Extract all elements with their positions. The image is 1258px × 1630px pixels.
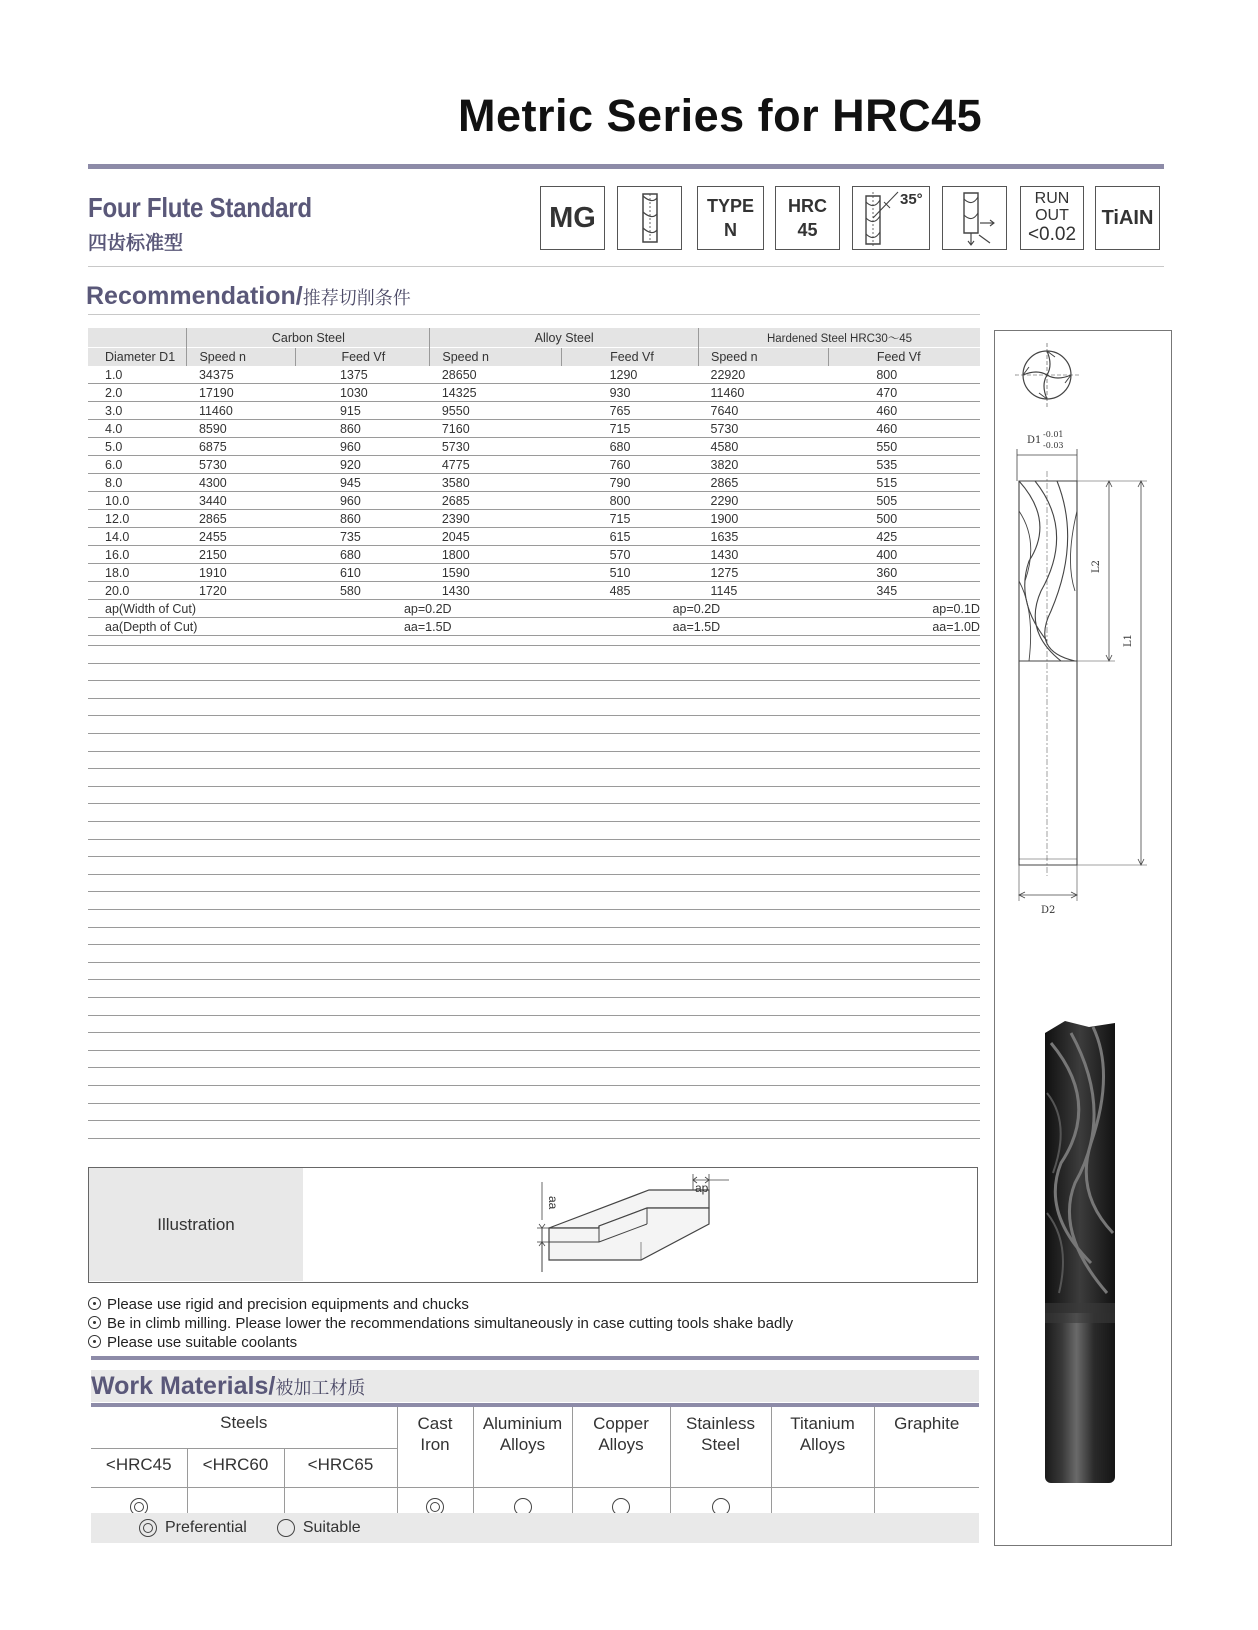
recommendation-heading [86, 282, 411, 311]
speed-cell: 2865 [187, 510, 296, 528]
ruled-line [88, 1138, 980, 1139]
wm-header-row [91, 1407, 979, 1449]
legend-preferential-label: Preferential [165, 1519, 247, 1536]
l1-label: L1 [1123, 633, 1134, 647]
preferential-icon [139, 1519, 157, 1537]
speed-cell: 3580 [430, 474, 562, 492]
ruled-line [88, 768, 980, 769]
feed-cell: 680 [296, 546, 430, 564]
stainless-line1: Stainless [686, 1414, 755, 1433]
end-mill-icon-badge [617, 186, 682, 250]
diameter-cell: 4.0 [88, 420, 187, 438]
ruled-line [88, 1015, 980, 1016]
feed-cell: 570 [562, 546, 699, 564]
copper-line1: Copper [593, 1414, 649, 1433]
speed-cell: 7160 [430, 420, 562, 438]
helix-angle-value: 35° [900, 191, 923, 208]
diameter-cell: 5.0 [88, 438, 187, 456]
feed-cell: 945 [296, 474, 430, 492]
feed-cell: 425 [828, 528, 980, 546]
speed-cell: 2865 [699, 474, 829, 492]
speed-cell: 11460 [699, 384, 829, 402]
ruled-line [88, 891, 980, 892]
recommendation-table [88, 328, 980, 636]
speed-cell: 1590 [430, 564, 562, 582]
aa-label: aa [546, 1196, 560, 1210]
feed-cell: 960 [296, 492, 430, 510]
center-cut-icon [946, 189, 1004, 247]
table-row [88, 528, 980, 546]
table-column-header-row [88, 348, 980, 367]
feed-cell: 800 [828, 366, 980, 384]
runout-badge-top: RUN [1034, 190, 1070, 207]
series-subtitle: 四齿标准型 [88, 232, 184, 254]
steel-hrc60-header: <HRC60 [187, 1449, 284, 1488]
table-row [88, 456, 980, 474]
cross-section-view [1015, 343, 1079, 407]
feed-cell: 460 [828, 402, 980, 420]
d1-tolerance-upper: -0.01 [1043, 430, 1064, 439]
feed-cell: 360 [828, 564, 980, 582]
col-header-speed: Speed n [187, 348, 296, 367]
speed-cell: 4775 [430, 456, 562, 474]
ap-value-cell: ap=0.1D [828, 600, 980, 618]
table-row [88, 474, 980, 492]
feed-cell: 470 [828, 384, 980, 402]
speed-cell: 5730 [699, 420, 829, 438]
d1-label: D1 [1027, 435, 1042, 446]
steels-header: Steels [220, 1413, 268, 1432]
speed-cell: 2045 [430, 528, 562, 546]
recommendation-heading-cn: 推荐切削条件 [302, 288, 411, 309]
ruled-line [88, 698, 980, 699]
speed-cell: 1430 [430, 582, 562, 600]
ruled-line [88, 786, 980, 787]
ruled-line [88, 979, 980, 980]
feed-cell: 715 [562, 420, 699, 438]
ruled-line [88, 1103, 980, 1104]
feed-cell: 860 [296, 420, 430, 438]
d1-tolerance-lower: -0.03 [1043, 441, 1064, 450]
table-row [88, 420, 980, 438]
note-rigid-equipment [88, 1296, 469, 1313]
group-header-carbon: Carbon Steel [187, 328, 430, 348]
helix-angle-badge [852, 186, 930, 250]
feed-cell: 500 [828, 510, 980, 528]
diameter-cell: 20.0 [88, 582, 187, 600]
table-row [88, 438, 980, 456]
ruled-line [88, 962, 980, 963]
note-text: Please use rigid and precision equipments and chucks [107, 1296, 469, 1313]
feed-cell: 580 [296, 582, 430, 600]
speed-cell: 6875 [187, 438, 296, 456]
speed-cell: 8590 [187, 420, 296, 438]
feed-cell: 680 [562, 438, 699, 456]
col-header-feed: Feed Vf [296, 348, 430, 367]
bullet-icon [88, 1316, 101, 1329]
type-badge [697, 186, 764, 250]
hrc-badge [775, 186, 840, 250]
ruled-line [88, 680, 980, 681]
aa-value-cell: aa=1.5D [562, 618, 829, 636]
suitability-legend [91, 1513, 979, 1543]
speed-cell: 1900 [699, 510, 829, 528]
ruled-line [88, 874, 980, 875]
coating-badge [1095, 186, 1160, 250]
speed-cell: 1910 [187, 564, 296, 582]
speed-cell: 1145 [699, 582, 829, 600]
col-header-speed: Speed n [699, 348, 829, 367]
legend-suitable [277, 1519, 361, 1537]
table-row [88, 564, 980, 582]
col-header-diameter: Diameter D1 [88, 348, 187, 367]
type-badge-bottom: N [724, 220, 737, 240]
center-cut-badge [942, 186, 1007, 250]
speed-cell: 28650 [430, 366, 562, 384]
ruled-line [88, 1067, 980, 1068]
speed-cell: 2455 [187, 528, 296, 546]
table-group-header-row [88, 328, 980, 348]
ruled-line [88, 1085, 980, 1086]
ruled-line [88, 909, 980, 910]
speed-cell: 1720 [187, 582, 296, 600]
work-materials-heading [91, 1372, 365, 1401]
ruled-line [88, 1050, 980, 1051]
legend-preferential [139, 1519, 247, 1537]
badge-mg-text: MG [549, 201, 596, 234]
table-row [88, 384, 980, 402]
end-mill-product-render [1031, 1013, 1131, 1513]
work-materials-table [91, 1407, 979, 1525]
ruled-line [88, 663, 980, 664]
end-mill-technical-drawing [995, 331, 1171, 931]
speed-cell: 11460 [187, 402, 296, 420]
cast-iron-line1: Cast [417, 1414, 453, 1433]
feed-cell: 505 [828, 492, 980, 510]
steel-hrc65-header: <HRC65 [284, 1449, 397, 1488]
feed-cell: 485 [562, 582, 699, 600]
note-climb-milling [88, 1315, 793, 1332]
stainless-line2: Steel [701, 1435, 740, 1454]
note-coolants [88, 1334, 297, 1351]
speed-cell: 17190 [187, 384, 296, 402]
cast-iron-header [397, 1407, 473, 1488]
tool-drawing-panel [994, 330, 1172, 1546]
speed-cell: 3820 [699, 456, 829, 474]
ruled-line [88, 1032, 980, 1033]
table-row [88, 582, 980, 600]
speed-cell: 1800 [430, 546, 562, 564]
material-badge-mg [540, 186, 605, 250]
feed-cell: 860 [296, 510, 430, 528]
speed-cell: 4300 [187, 474, 296, 492]
feed-cell: 915 [296, 402, 430, 420]
group-header-blank [88, 328, 187, 348]
diameter-cell: 16.0 [88, 546, 187, 564]
suitable-icon [277, 1519, 295, 1537]
feed-cell: 920 [296, 456, 430, 474]
ruled-line [88, 751, 980, 752]
feed-cell: 715 [562, 510, 699, 528]
feed-cell: 345 [828, 582, 980, 600]
feed-cell: 515 [828, 474, 980, 492]
diameter-cell: 10.0 [88, 492, 187, 510]
cut-diagram [529, 1172, 749, 1278]
l2-label: L2 [1091, 559, 1102, 573]
speed-cell: 9550 [430, 402, 562, 420]
speed-cell: 2150 [187, 546, 296, 564]
illustration-box [88, 1167, 978, 1283]
feed-cell: 510 [562, 564, 699, 582]
series-divider [88, 266, 1164, 267]
speed-cell: 34375 [187, 366, 296, 384]
feed-cell: 535 [828, 456, 980, 474]
runout-badge-mid: OUT [1035, 207, 1069, 224]
col-header-feed: Feed Vf [562, 348, 699, 367]
title-divider [88, 164, 1164, 169]
col-header-feed: Feed Vf [828, 348, 980, 367]
ruled-line [88, 645, 980, 646]
ruled-line [88, 733, 980, 734]
feed-cell: 610 [296, 564, 430, 582]
cast-iron-line2: Iron [420, 1435, 450, 1454]
helix-angle-icon [854, 188, 928, 248]
speed-cell: 7640 [699, 402, 829, 420]
speed-cell: 2685 [430, 492, 562, 510]
legend-suitable-label: Suitable [302, 1519, 361, 1536]
ruled-line [88, 997, 980, 998]
diameter-cell: 12.0 [88, 510, 187, 528]
aa-value-cell: aa=1.5D [296, 618, 562, 636]
diameter-cell: 18.0 [88, 564, 187, 582]
copper-line2: Alloys [598, 1435, 644, 1454]
hrc-badge-top: HRC [788, 196, 827, 216]
speed-cell: 1430 [699, 546, 829, 564]
feed-cell: 615 [562, 528, 699, 546]
speed-cell: 1635 [699, 528, 829, 546]
hrc-badge-bottom: 45 [797, 220, 818, 240]
d2-label: D2 [1041, 905, 1056, 916]
feed-cell: 800 [562, 492, 699, 510]
speed-cell: 3440 [187, 492, 296, 510]
note-text: Please use suitable coolants [107, 1334, 298, 1351]
speed-cell: 22920 [699, 366, 829, 384]
aluminium-line1: Aluminium [482, 1414, 563, 1433]
graphite-header: Graphite [874, 1407, 979, 1488]
ruled-line [88, 856, 980, 857]
group-header-alloy: Alloy Steel [430, 328, 699, 348]
table-row [88, 510, 980, 528]
ruled-line [88, 803, 980, 804]
end-mill-icon [630, 190, 670, 246]
feed-cell: 930 [562, 384, 699, 402]
diameter-cell: 1.0 [88, 366, 187, 384]
copper-header [572, 1407, 670, 1488]
feed-cell: 400 [828, 546, 980, 564]
work-materials-divider [91, 1356, 979, 1360]
table-row [88, 402, 980, 420]
coating-badge-text: TiAIN [1101, 207, 1154, 229]
ap-row [88, 600, 980, 618]
diameter-cell: 2.0 [88, 384, 187, 402]
illustration-label: Illustration [89, 1168, 303, 1281]
bullet-icon [88, 1297, 101, 1310]
speed-cell: 1275 [699, 564, 829, 582]
series-title: Four Flute Standard [88, 192, 312, 223]
runout-badge-value: <0.02 [1027, 224, 1077, 245]
feed-cell: 760 [562, 456, 699, 474]
feed-cell: 960 [296, 438, 430, 456]
work-materials-heading-en: Work Materials/ [91, 1372, 276, 1400]
feed-cell: 790 [562, 474, 699, 492]
feed-cell: 550 [828, 438, 980, 456]
note-text: Be in climb milling. Please lower the recommendations simultaneously in case cutting tools shake badly [107, 1315, 794, 1332]
diameter-cell: 6.0 [88, 456, 187, 474]
aluminium-line2: Alloys [499, 1435, 546, 1454]
speed-cell: 5730 [187, 456, 296, 474]
table-row [88, 546, 980, 564]
feed-cell: 1290 [562, 366, 699, 384]
ruled-line [88, 715, 980, 716]
titanium-line2: Alloys [799, 1435, 846, 1454]
col-header-speed: Speed n [430, 348, 562, 367]
ruled-line [88, 944, 980, 945]
aa-value-cell: aa=1.0D [828, 618, 980, 636]
ap-value-cell: ap=0.2D [296, 600, 562, 618]
work-materials-heading-cn: 被加工材质 [275, 1378, 366, 1399]
feed-cell: 735 [296, 528, 430, 546]
ap-label: ap [695, 1181, 709, 1195]
feed-cell: 460 [828, 420, 980, 438]
feed-cell: 765 [562, 402, 699, 420]
diameter-cell: 14.0 [88, 528, 187, 546]
diameter-cell: 8.0 [88, 474, 187, 492]
ruled-line [88, 927, 980, 928]
ruled-line [88, 821, 980, 822]
feed-cell: 1030 [296, 384, 430, 402]
speed-cell: 4580 [699, 438, 829, 456]
table-row [88, 366, 980, 384]
aluminium-header [473, 1407, 572, 1488]
titanium-line1: Titanium [790, 1414, 855, 1433]
steel-hrc45-header: <HRC45 [91, 1449, 187, 1488]
page-title: Metric Series for HRC45 [458, 90, 983, 141]
speed-cell: 2390 [430, 510, 562, 528]
aa-label: aa(Depth of Cut) [88, 618, 296, 636]
stainless-header [670, 1407, 771, 1488]
group-header-hardened: Hardened Steel HRC30～45 [699, 328, 981, 348]
ruled-line [88, 1120, 980, 1121]
speed-cell: 5730 [430, 438, 562, 456]
bullet-icon [88, 1335, 101, 1348]
aa-row [88, 618, 980, 636]
recommendation-divider [88, 314, 980, 315]
table-row [88, 492, 980, 510]
feed-cell: 1375 [296, 366, 430, 384]
ap-value-cell: ap=0.2D [562, 600, 829, 618]
recommendation-heading-en: Recommendation/ [86, 282, 303, 310]
speed-cell: 2290 [699, 492, 829, 510]
titanium-header [771, 1407, 874, 1488]
speed-cell: 14325 [430, 384, 562, 402]
diameter-cell: 3.0 [88, 402, 187, 420]
ruled-line [88, 839, 980, 840]
ap-label: ap(Width of Cut) [88, 600, 296, 618]
type-badge-top: TYPE [706, 196, 754, 216]
runout-badge [1020, 186, 1084, 250]
